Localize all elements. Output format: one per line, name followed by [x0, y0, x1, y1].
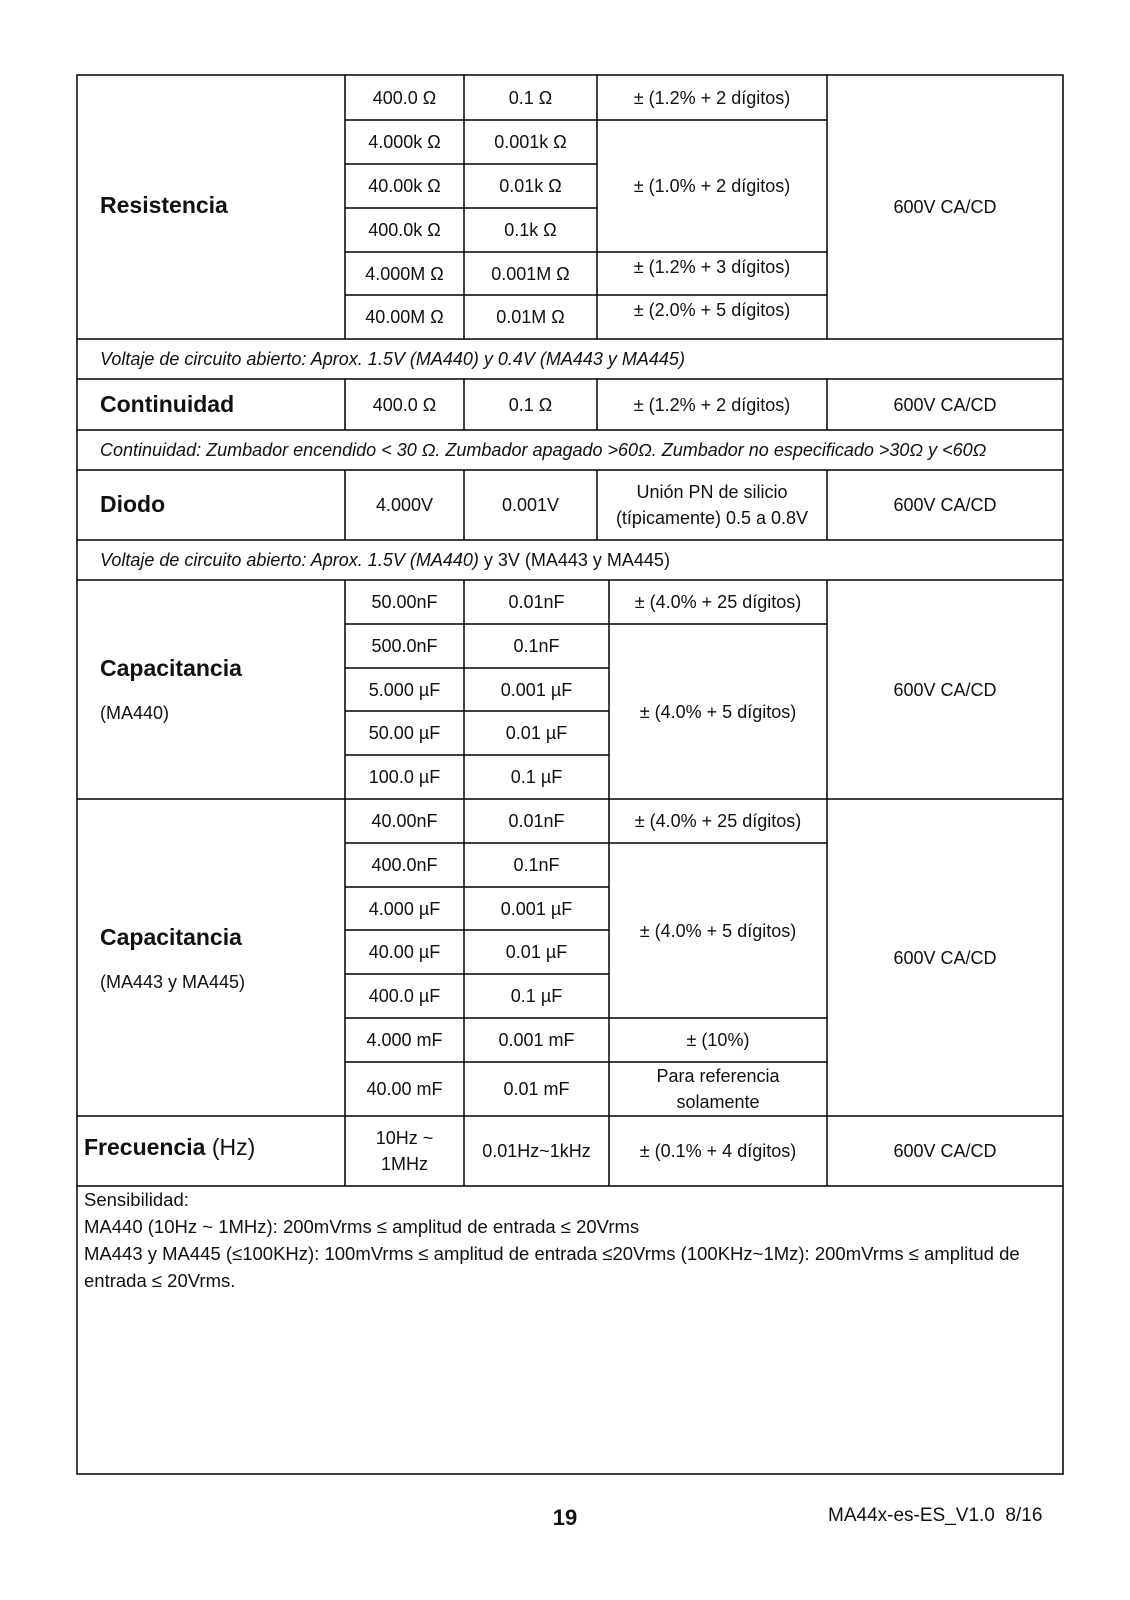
section-label-continuity: Continuidad [100, 391, 235, 417]
cap443-range-2: 400.0nF [371, 855, 438, 875]
frequency-protection: 600V CA/CD [893, 1141, 997, 1161]
sensitivity-line-2: MA443 y MA445 (≤100KHz): 100mVrms ≤ amplitud de entrada ≤20Vrms (100KHz~1Mz): 200mVrms ≤ amplitud de entrada ≤ 20Vrms. [84, 1243, 1020, 1291]
frequency-range-line-1: 10Hz ~ [375, 1128, 434, 1148]
resistance-resolution-4: 0.1k Ω [504, 220, 557, 240]
resistance-resolution-1: 0.1 Ω [508, 87, 553, 108]
continuity-protection: 600V CA/CD [893, 394, 997, 415]
cap443-accuracy-ref-line-2: solamente [676, 1092, 760, 1112]
cap443-protection: 600V CA/CD [893, 947, 997, 968]
cap443-resolution-2: 0.1nF [513, 855, 560, 875]
sensitivity-line-1: MA440 (10Hz ~ 1MHz): 200mVrms ≤ amplitud de entrada ≤ 20Vrms [84, 1216, 640, 1237]
section-label-resistance: Resistencia [100, 192, 228, 218]
cap440-protection: 600V CA/CD [893, 679, 997, 700]
capacitance-ma443-model: (MA443 y MA445) [100, 972, 246, 992]
frequency-label-unit: (Hz) [205, 1134, 256, 1160]
resistance-range-6: 40.00M Ω [365, 307, 444, 327]
page-number: 19 [552, 1505, 578, 1530]
diode-protection: 600V CA/CD [893, 495, 997, 515]
frequency-accuracy: ± (0.1% + 4 dígitos) [639, 1141, 797, 1161]
cap443-range-3: 4.000 µF [368, 898, 441, 919]
cap440-accuracy-1: ± (4.0% + 25 dígitos) [634, 592, 802, 612]
cap443-accuracy-ref [609, 1062, 827, 1116]
resistance-range-1: 400.0 Ω [372, 87, 437, 108]
section-label-capacitance-ma443: Capacitancia [100, 924, 242, 950]
section-label-capacitance-ma440: Capacitancia [100, 655, 242, 681]
section-label-diode: Diodo [100, 491, 166, 517]
continuity-accuracy: ± (1.2% + 2 dígitos) [633, 394, 791, 415]
cap443-resolution-4: 0.01 µF [505, 942, 568, 962]
resistance-protection: 600V CA/CD [893, 197, 997, 217]
cap443-range-4: 40.00 µF [368, 942, 441, 962]
cap443-range-6: 4.000 mF [366, 1030, 443, 1050]
diode-note-rest: y 3V (MA443 y MA445) [478, 549, 670, 570]
frequency-label-bold: Frecuencia [84, 1134, 206, 1160]
cap440-range-2: 500.0nF [371, 636, 438, 656]
cap440-resolution-2: 0.1nF [513, 636, 560, 656]
cap440-range-5: 100.0 µF [368, 767, 441, 787]
cap443-resolution-1: 0.01nF [508, 811, 565, 831]
cap443-accuracy-ref-line-1: Para referencia [656, 1066, 780, 1086]
resistance-note: Voltaje de circuito abierto: Aprox. 1.5V (MA440) y 0.4V (MA443 y MA445) [100, 348, 685, 369]
cap443-range-1: 40.00nF [371, 811, 438, 831]
cap443-accuracy-1: ± (4.0% + 25 dígitos) [634, 811, 802, 831]
sensitivity-title: Sensibilidad: [84, 1189, 189, 1210]
resistance-accuracy-3: ± (1.2% + 3 dígitos) [633, 257, 791, 277]
cap443-accuracy-2: ± (4.0% + 5 dígitos) [639, 920, 797, 941]
cap440-range-1: 50.00nF [371, 592, 438, 612]
frequency-resolution: 0.01Hz~1kHz [482, 1141, 591, 1161]
diode-note [100, 540, 670, 580]
capacitance-ma440-model: (MA440) [100, 703, 170, 723]
cap440-resolution-1: 0.01nF [508, 592, 565, 612]
cap443-resolution-6: 0.001 mF [498, 1030, 575, 1050]
cap440-resolution-4: 0.01 µF [505, 723, 568, 743]
resistance-resolution-6: 0.01M Ω [496, 307, 565, 327]
diode-accuracy-line-2: (típicamente) 0.5 a 0.8V [615, 508, 809, 528]
cap443-resolution-7: 0.01 mF [503, 1079, 570, 1099]
cap443-resolution-5: 0.1 µF [510, 986, 563, 1006]
diode-range: 4.000V [375, 495, 434, 515]
diode-resolution: 0.001V [501, 495, 560, 515]
resistance-range-5: 4.000M Ω [365, 263, 444, 284]
cap443-resolution-3: 0.001 µF [500, 898, 573, 919]
diode-accuracy-line-1: Unión PN de silicio [636, 482, 788, 502]
section-label-frequency [84, 1134, 255, 1161]
continuity-range: 400.0 Ω [372, 394, 437, 415]
resistance-resolution-5: 0.001M Ω [491, 263, 570, 284]
cap440-range-4: 50.00 µF [368, 723, 441, 743]
resistance-accuracy-2: ± (1.0% + 2 dígitos) [633, 176, 791, 196]
resistance-range-3: 40.00k Ω [368, 176, 441, 196]
frequency-range [345, 1116, 464, 1186]
sensitivity-block [84, 1186, 1064, 1294]
resistance-range-4: 400.0k Ω [368, 220, 441, 240]
resistance-range-2: 4.000k Ω [368, 132, 441, 152]
cap443-range-7: 40.00 mF [366, 1079, 443, 1099]
resistance-resolution-2: 0.001k Ω [494, 132, 567, 152]
cap440-accuracy-2: ± (4.0% + 5 dígitos) [639, 701, 797, 722]
cap440-resolution-5: 0.1 µF [510, 767, 563, 787]
diode-note-italic: Voltaje de circuito abierto: Aprox. 1.5V (MA440) [100, 549, 479, 570]
cap440-resolution-3: 0.001 µF [500, 679, 573, 700]
resistance-accuracy-4: ± (2.0% + 5 dígitos) [633, 300, 791, 320]
cap440-range-3: 5.000 µF [368, 679, 441, 700]
diode-accuracy [597, 470, 827, 540]
continuity-resolution: 0.1 Ω [508, 394, 553, 415]
cap443-accuracy-3: ± (10%) [686, 1030, 750, 1050]
continuity-note: Continuidad: Zumbador encendido < 30 Ω. Zumbador apagado >60Ω. Zumbador no especificado >30Ω y <60Ω [100, 439, 987, 460]
cap443-range-5: 400.0 µF [368, 986, 441, 1006]
frequency-range-line-2: 1MHz [380, 1154, 428, 1174]
resistance-resolution-3: 0.01k Ω [499, 176, 562, 196]
document-id: MA44x-es-ES_V1.0 8/16 [828, 1505, 1043, 1526]
resistance-accuracy-1: ± (1.2% + 2 dígitos) [633, 87, 791, 108]
